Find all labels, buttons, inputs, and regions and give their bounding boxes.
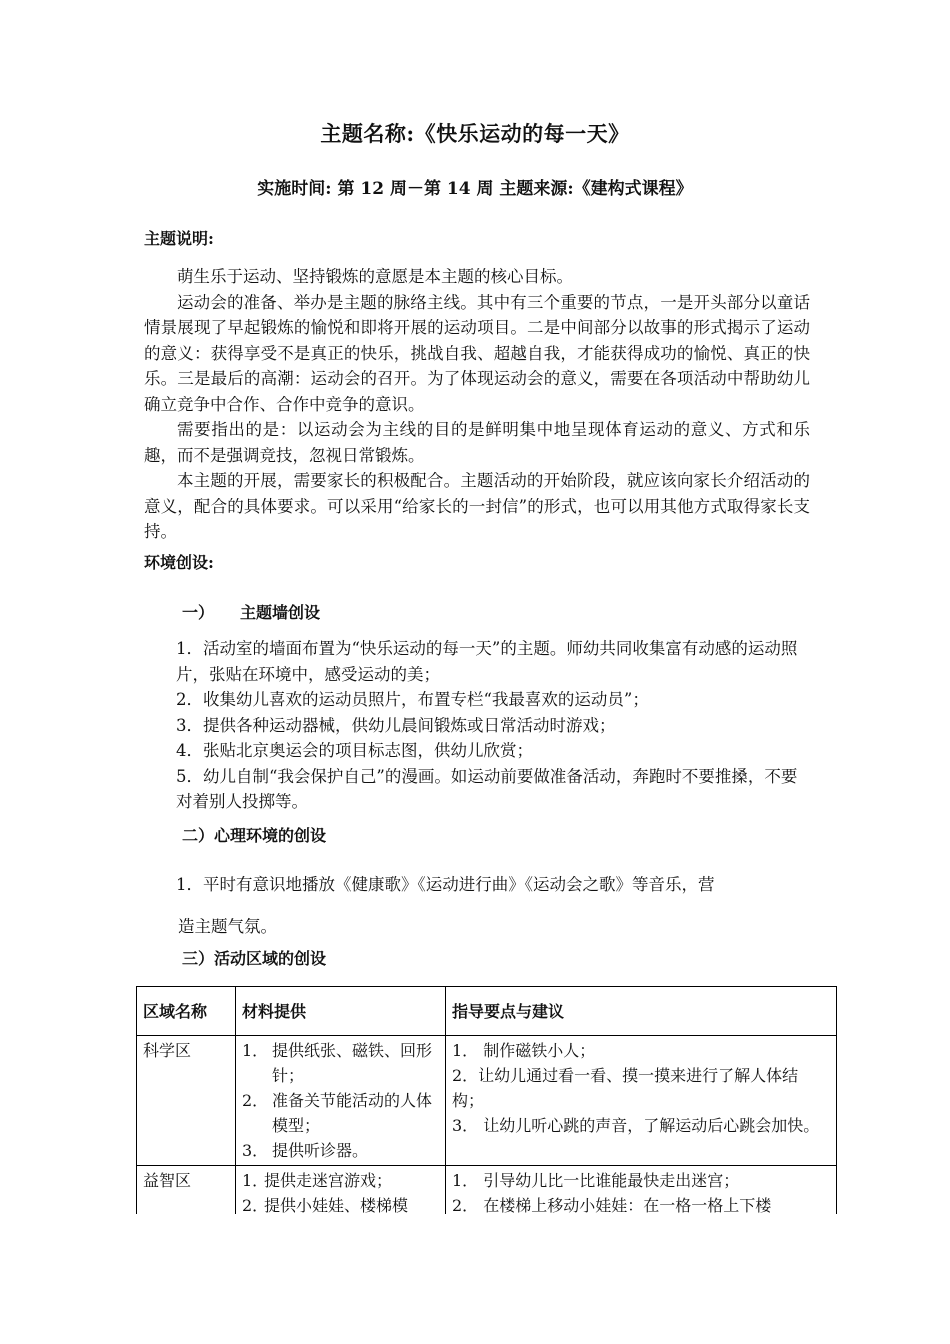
area-name-cell: 益智区 — [137, 1166, 236, 1215]
explain-paragraph: 萌生乐于运动、坚持锻炼的意愿是本主题的核心目标。 — [177, 267, 573, 286]
item-number: 2． — [242, 1091, 269, 1110]
table-header: 区域名称 — [137, 987, 236, 1036]
list-item — [242, 1193, 439, 1214]
subsection-number: 一） — [182, 603, 215, 622]
area-name-cell: 科学区 — [137, 1036, 236, 1166]
explain-heading: 主题说明: — [144, 229, 214, 248]
environment-heading: 环境创设: — [144, 553, 214, 572]
list-item — [242, 1138, 439, 1163]
item-number: 1． — [242, 1171, 269, 1190]
item-text: 提供走迷宫游戏； — [264, 1171, 393, 1190]
explain-paragraph: 运动会的准备、举办是主题的脉络主线。其中有三个重要的节点，一是开头部分以童话情景展现了早起锻炼的愉悦和即将开展的运动项目。二是中间部分以故事的形式揭示了运动的意义：获得享受不是真正的快乐，挑战自我、超越自我，才能获得成功的愉悦、真正的快乐。三是最后的高潮：运动会的召开。为了体现运动会的意义，需要在各项活动中帮助幼儿确立竞争中合作、合作中竞争的意识。 — [144, 292, 810, 414]
table-header: 材料提供 — [236, 987, 446, 1036]
guide-line: 1． 引导幼儿比一比谁能最快走出迷宫； — [452, 1171, 740, 1190]
list-item: 3．提供各种运动器械，供幼儿晨间锻炼或日常活动时游戏； — [176, 715, 616, 735]
list-item: 1．活动室的墙面布置为“快乐运动的每一天”的主题。师幼共同收集富有动感的运动照片，张贴在环境中，感受运动的美； — [176, 639, 798, 684]
activity-area-table — [136, 986, 837, 1214]
list-item — [242, 1038, 439, 1088]
guide-line: 2． 在楼梯上移动小娃娃：在一格一格上下楼 — [452, 1196, 772, 1214]
list-item — [242, 1088, 439, 1138]
item-text: 准备关节能活动的人体模型； — [272, 1091, 433, 1135]
explain-body — [144, 264, 810, 545]
psych-item-line: 1．平时有意识地播放《健康歌》《运动进行曲》《运动会之歌》等音乐，营 — [176, 875, 715, 894]
wall-item-list — [176, 636, 812, 815]
subsection-title-psych: 二）心理环境的创设 — [182, 826, 327, 845]
explain-paragraph: 需要指出的是：以运动会为主线的目的是鲜明集中地呈现体育运动的意义、方式和乐趣，而不是强调竞技，忽视日常锻炼。 — [144, 420, 810, 465]
document-title: 主题名称:《快乐运动的每一天》 — [320, 121, 630, 146]
item-number: 3． — [242, 1141, 269, 1160]
list-item — [242, 1168, 439, 1193]
psych-item-line: 造主题气氛。 — [178, 917, 277, 936]
table-header-row — [137, 987, 837, 1036]
table-header: 指导要点与建议 — [446, 987, 837, 1036]
guide-cell — [446, 1036, 837, 1166]
list-item: 2．收集幼儿喜欢的运动员照片，布置专栏“我最喜欢的运动员”； — [176, 690, 649, 709]
list-item: 5．幼儿自制“我会保护自己”的漫画。如运动前要做准备活动，奔跑时不要推搡，不要对着别人投掷等。 — [176, 766, 798, 811]
guide-line: 1． 制作磁铁小人； — [452, 1041, 596, 1060]
subsection-title-areas: 三）活动区域的创设 — [182, 949, 327, 968]
explain-paragraph: 本主题的开展，需要家长的积极配合。主题活动的开始阶段，就应该向家长介绍活动的意义，配合的具体要求。可以采用“给家长的一封信”的形式，也可以用其他方式取得家长支持。 — [144, 471, 810, 541]
list-item: 4．张贴北京奥运会的项目标志图，供幼儿欣赏； — [176, 741, 533, 760]
subsection-title-wall: 主题墙创设 — [240, 603, 321, 622]
materials-cell — [236, 1036, 446, 1166]
item-text: 提供听诊器。 — [272, 1141, 369, 1160]
item-number: 2． — [242, 1196, 269, 1214]
item-text: 提供小娃娃、楼梯模 — [264, 1196, 409, 1214]
guide-line: 2．让幼儿通过看一看、摸一摸来进行了解人体结构； — [452, 1066, 799, 1110]
item-text: 提供纸张、磁铁、回形针； — [272, 1041, 433, 1085]
materials-cell — [236, 1166, 446, 1215]
guide-line: 3． 让幼儿听心跳的声音，了解运动后心跳会加快。 — [452, 1116, 820, 1135]
table-row — [137, 1036, 837, 1166]
document-subtitle: 实施时间: 第 12 周－第 14 周 主题来源:《建构式课程》 — [257, 179, 693, 199]
guide-cell — [446, 1166, 837, 1215]
item-number: 1． — [242, 1041, 269, 1060]
table-row — [137, 1166, 837, 1215]
